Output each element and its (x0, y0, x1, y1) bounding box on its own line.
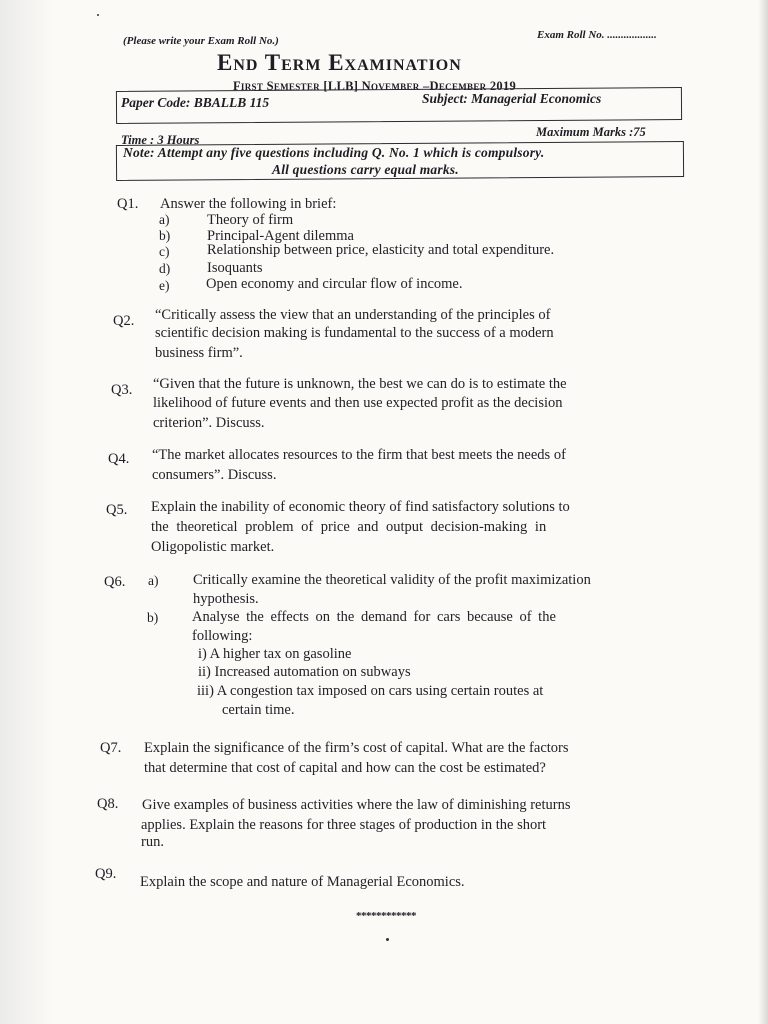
question-line: scientific decision making is fundamental to the success of a modern (155, 325, 554, 341)
question-line: Explain the scope and nature of Managerial Economics. (140, 874, 465, 890)
question-line: run. (141, 834, 164, 850)
question-part-label: c) (159, 244, 170, 259)
question-line: the theoretical problem of price and output decision-making in (151, 519, 547, 535)
question-number: Q4. (108, 451, 130, 467)
subject: Subject: Managerial Economics (422, 91, 602, 106)
end-of-paper-stars: ************ (356, 910, 416, 922)
question-line: consumers”. Discuss. (152, 467, 277, 483)
question-sub-item: ii) Increased automation on subways (198, 664, 411, 680)
question-line: criterion”. Discuss. (153, 415, 265, 431)
maximum-marks: Maximum Marks :75 (536, 125, 646, 139)
question-line: Critically examine the theoretical validity of the profit maximization (193, 572, 591, 588)
time-allowed: Time : 3 Hours (121, 133, 200, 147)
question-number: Q2. (113, 313, 135, 329)
roll-number-field: Exam Roll No. .................. (537, 29, 657, 41)
question-part-text: Principal-Agent dilemma (207, 228, 354, 244)
question-part-text: Open economy and circular flow of income. (206, 276, 463, 292)
note-line-1: Note: Attempt any five questions including Q. No. 1 which is compulsory. (123, 145, 545, 160)
speck (386, 938, 389, 941)
question-line: that determine that cost of capital and how can the cost be estimated? (144, 760, 546, 776)
note-line-2: All questions carry equal marks. (272, 162, 459, 177)
question-part-label: b) (159, 228, 171, 243)
question-number: Q6. (104, 574, 126, 590)
question-number: Q9. (95, 866, 117, 882)
question-number: Q8. (97, 796, 119, 812)
question-line: Explain the significance of the firm’s cost of capital. What are the factors (144, 740, 569, 756)
question-part-text: Theory of firm (207, 212, 294, 228)
exam-title: End Term Examination (217, 50, 462, 75)
question-part-text: Isoquants (207, 260, 263, 276)
question-part-label: a) (159, 212, 170, 227)
question-number: Q1. (117, 196, 139, 212)
question-number: Q3. (111, 382, 133, 398)
question-part-label: a) (148, 573, 159, 588)
question-number: Q5. (106, 502, 128, 518)
question-part-text: Relationship between price, elasticity and total expenditure. (207, 242, 555, 258)
question-line: “Critically assess the view that an understanding of the principles of (155, 307, 551, 323)
question-part-label: b) (147, 610, 159, 625)
question-sub-item: iii) A congestion tax imposed on cars using certain routes at (197, 683, 544, 699)
question-part-label: d) (159, 261, 171, 276)
question-line: “The market allocates resources to the firm that best meets the needs of (152, 447, 566, 463)
question-sub-item: i) A higher tax on gasoline (198, 646, 352, 662)
question-line: Oligopolistic market. (151, 539, 275, 555)
paper-code: Paper Code: BBALLB 115 (121, 95, 270, 110)
speck (97, 14, 99, 16)
question-line: business firm”. (155, 345, 243, 361)
roll-number-instruction: (Please write your Exam Roll No.) (123, 35, 279, 47)
question-line: hypothesis. (193, 591, 259, 607)
question-line: Analyse the effects on the demand for cars because of the (192, 609, 556, 625)
question-line: following: (192, 628, 253, 644)
question-sub-item: certain time. (222, 702, 295, 718)
question-part-label: e) (159, 278, 170, 293)
semester-line: First Semester [LLB] November –December 2019 (233, 79, 517, 93)
question-line: applies. Explain the reasons for three stages of production in the short (141, 817, 547, 833)
question-number: Q7. (100, 740, 122, 756)
question-line: likelihood of future events and then use expected profit as the decision (153, 395, 563, 411)
question-1-intro: Answer the following in brief: (160, 196, 337, 212)
question-line: Give examples of business activities where the law of diminishing returns (142, 797, 571, 813)
question-line: “Given that the future is unknown, the best we can do is to estimate the (153, 376, 567, 392)
question-line: Explain the inability of economic theory of find satisfactory solutions to (151, 499, 570, 515)
